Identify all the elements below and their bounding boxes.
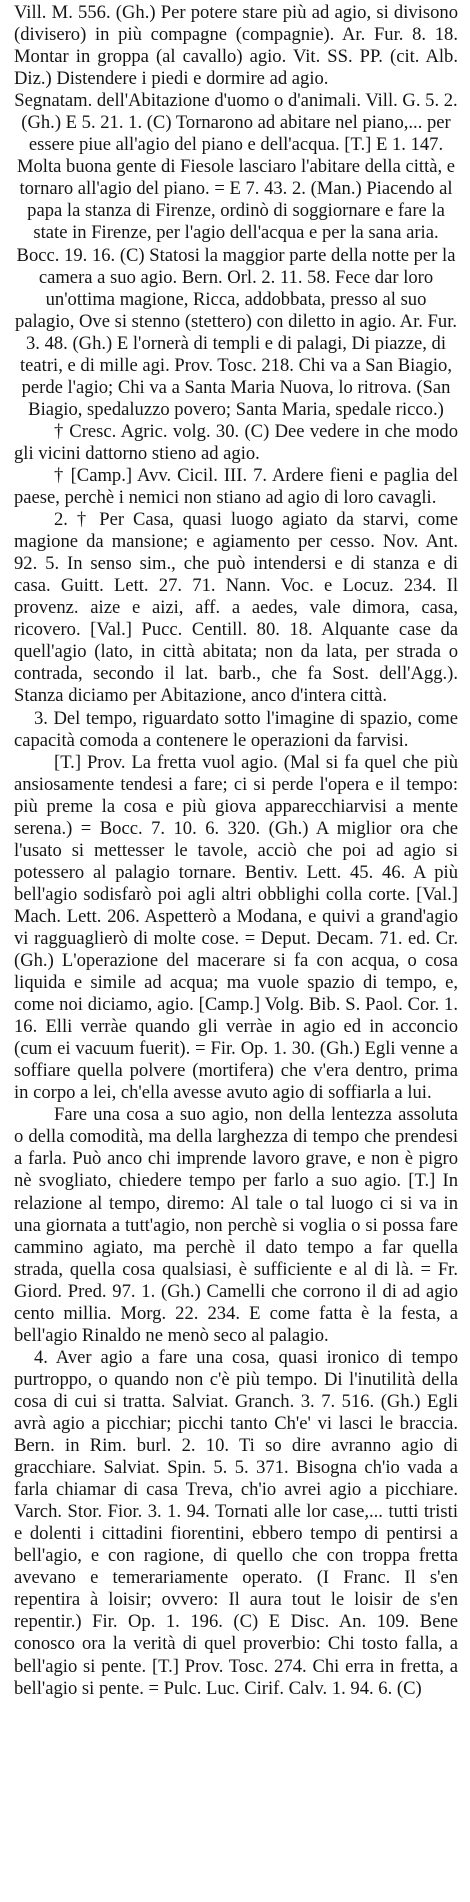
entry-paragraph-3: † Cresc. Agric. volg. 30. (C) Dee vedere in che modo gli vicini dattorno stieno ad agio.	[14, 420, 458, 464]
fare-a-suo-agio-paragraph: Fare una cosa a suo agio, non della lentezza assoluta o della comodità, ma della larghezza di tempo che prendesi a farla. Può anco chi imprende lavoro grave, e non è pigro nè svogliato, chiedere tempo per farlo a suo agio. [T.] In relazione al tempo, diremo: Al tale o tal luogo ci si va in una giornata a tutt'agio, non perchè si voglia o si possa fare cammino agiato, ma perchè il dato tempo a far quella strada, quella cosa qualsiasi, è sufficiente e al di là. = Fr. Giord. Pred. 97. 1. (Gh.) Camelli che corrono il di ad agio cento millia. Morg. 22. 234. E come fatta è la festa, a bell'agio Rinaldo ne menò seco al palagio.	[14, 1104, 458, 1346]
sense-3-heading: 3. Del tempo, riguardato sotto l'imagine di spazio, come capacità comoda a contenere le operazioni da farvisi.	[14, 707, 458, 751]
entry-paragraph-1: Vill. M. 556. (Gh.) Per potere stare più ad agio, si divisono (divisero) in più compagne (compagnie). Ar. Fur. 8. 18. Montar in groppa (al cavallo) agio. Vit. SS. PP. (cit. Alb. Diz.) Distendere i piedi e dormire ad agio.	[14, 2, 458, 90]
entry-paragraph-4: † [Camp.] Avv. Cicil. III. 7. Ardere fieni e paglia del paese, perchè i nemici non stiano ad agio di loro cavagli.	[14, 464, 458, 509]
sense-2-paragraph: 2. † Per Casa, quasi luogo agiato da starvi, come magione da mansione; e agiamento per cesso. Nov. Ant. 92. 5. In senso sim., che può intendersi e di stanza e di casa. Guitt. Lett. 27. 71. Nann. Voc. e Locuz. 234. Il provenz. aize e aizi, aff. a aedes, vale dimora, casa, ricovero. [Val.] Pucc. Centill. 80. 18. Alquante case da quell'agio (lato, in città abitata; non da lata, per strada o contrada, secondo il lat. barb., che fa Sost. dell'Agg.). Stanza diciamo per Abitazione, anco d'intera città.	[14, 509, 458, 707]
sense-4-paragraph: 4. Aver agio a fare una cosa, quasi ironico di tempo purtroppo, o quando non c'è più tempo. Di l'inutilità della cosa di cui si tratta. Salviat. Granch. 3. 7. 516. (Gh.) Egli avrà agio a picchiar; picchi tanto Ch'e' vi lasci le braccia. Bern. in Rim. burl. 2. 10. Ti so dire avranno agio di gracchiare. Salviat. Spin. 5. 5. 371. Bisogna ch'io vada a farla chiamar di casa Treva, ch'io avrei agio a picchiare. Varch. Stor. Fior. 3. 1. 94. Tornati alle lor case,... tutti tristi e dolenti i cittadini fiorentini, ebbero tempo di pentirsi a bell'agio, e con ragione, di quello che con troppa fretta avevano e temerariamente operato. (I Franc. Il s'en repentira à loisir; ovvero: Il aura tout le loisir de s'en repentir.) Fir. Op. 1. 196. (C) E Disc. An. 109. Bene conosco ora la verità di quel proverbio: Chi tosto falla, a bell'agio si pente. [T.] Prov. Tosc. 274. Chi erra in fretta, a bell'agio si pente. = Pulc. Luc. Cirif. Calv. 1. 94. 6. (C)	[14, 1346, 458, 1699]
entry-paragraph-2: Segnatam. dell'Abitazione d'uomo o d'animali. Vill. G. 5. 2. (Gh.) E 5. 21. 1. (C) Tornarono ad abitare nel piano,... per essere piue all'agio del piano e dell'acqua. [T.] E 1. 147. Molta buona gente di Fiesole lasciaro l'abitare della città, e tornaro all'agio del piano. = E 7. 43. 2. (Man.) Piacendo al papa la stanza di Firenze, ordinò di soggiornare e fare la state in Firenze, per l'agio dell'acqua e per la sana aria. Bocc. 19. 16. (C) Statosi la maggior parte della notte per la camera a suo agio. Bern. Orl. 2. 11. 58. Fece dar loro un'ottima magione, Ricca, addobbata, presso al suo palagio, Ove si stenno (stettero) con diletto in agio. Ar. Fur. 3. 48. (Gh.) E l'ornerà di templi e di palagi, Di piazze, di teatri, e di mille agi. Prov. Tosc. 218. Chi va a San Biagio, perde l'agio; Chi va a Santa Maria Nuova, lo ritrova. (San Biagio, spedaluzzo povero; Santa Maria, spedale ricco.)	[14, 90, 458, 420]
sense-3-paragraph: [T.] Prov. La fretta vuol agio. (Mal si fa quel che più ansiosamente tendesi a fare; ci si perde l'opera e il tempo: più preme la cosa e più giova apparecchiarvisi a mente serena.) = Bocc. 7. 10. 6. 320. (Gh.) A miglior ora che l'usato si mettesser le tavole, acciò che poi ad agio si potessero al palagio tornare. Bentiv. Lett. 45. 46. A più bell'agio sodisfarò poi agli altri obblighi colla corte. [Val.] Mach. Lett. 206. Aspetterò a Modana, e quivi a grand'agio vi ragguaglierò di molte cose. = Deput. Decam. 71. ed. Cr. (Gh.) L'operazione del macerare si fa con acqua, o cosa liquida e simile ad acqua; ma vuole spazio di tempo, e, come noi diciamo, agio. [Camp.] Volg. Bib. S. Paol. Cor. 1. 16. Elli verràe quando gli verràe in agio ed in acconcio (cum ei vacuum fuerit). = Fir. Op. 1. 30. (Gh.) Egli venne a soffiare quella polvere (mortifera) che v'era dentro, prima in corpo a lei, ch'ella avesse avuto agio di soffiarla a lui.	[14, 751, 458, 1104]
